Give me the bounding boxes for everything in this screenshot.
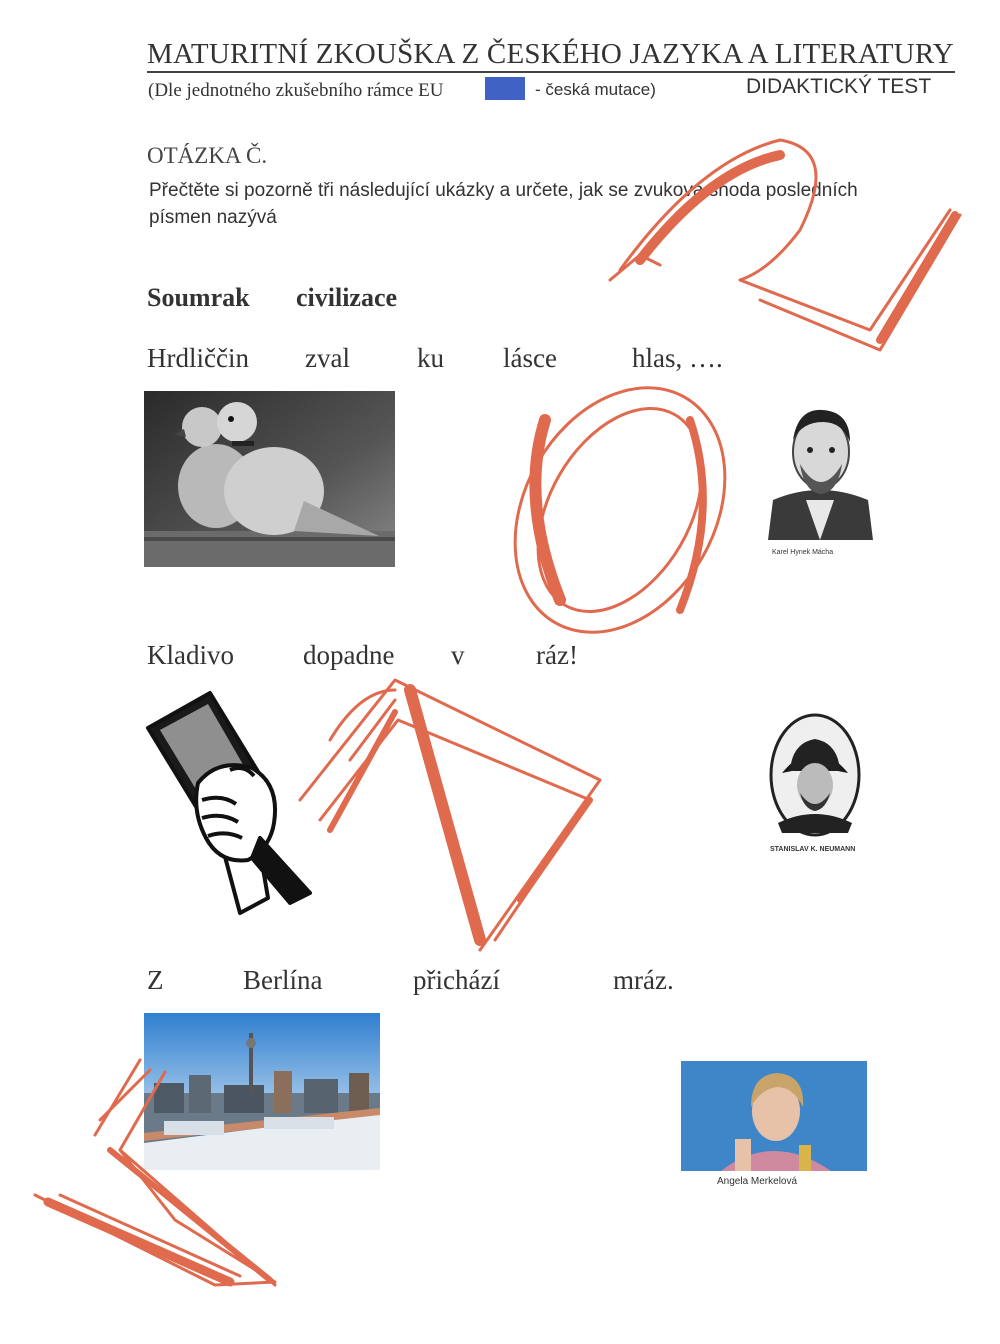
portrait-macha bbox=[768, 400, 873, 540]
test-type-label: DIDAKTICKÝ TEST bbox=[746, 75, 932, 98]
merkel-photo bbox=[681, 1061, 867, 1171]
verse3-word: přichází bbox=[413, 965, 500, 995]
verse1-word: lásce bbox=[503, 343, 557, 373]
portrait-caption: Karel Hynek Mácha bbox=[772, 549, 834, 556]
berlin-photo bbox=[144, 1013, 380, 1170]
verse3-word: mráz. bbox=[613, 965, 674, 995]
verse2-word: v bbox=[451, 640, 465, 670]
portrait-neumann bbox=[768, 713, 862, 838]
verse1-word: ku bbox=[417, 343, 444, 373]
verse1-word: hlas, …. bbox=[632, 343, 723, 373]
doves-photo bbox=[144, 391, 395, 567]
poem-title-word: civilizace bbox=[296, 283, 398, 312]
verse2-word: ráz! bbox=[536, 640, 578, 670]
verse3-word: Z bbox=[147, 965, 164, 995]
verse3-word: Berlína bbox=[243, 965, 323, 995]
verse1-word: Hrdliččin bbox=[147, 343, 249, 373]
language-mutation: - česká mutace) bbox=[535, 80, 656, 99]
verse2-word: dopadne bbox=[303, 640, 395, 670]
title-underline bbox=[147, 71, 955, 73]
question-instruction: Přečtěte si pozorně tři následující ukázky a určete, jak se zvuková shoda posledních písmen nazývá bbox=[149, 180, 858, 228]
exam-title: MATURITNÍ ZKOUŠKA Z ČESKÉHO JAZYKA A LITERATURY bbox=[147, 38, 954, 70]
photo-caption: Angela Merkelová bbox=[717, 1176, 798, 1187]
question-label: OTÁZKA Č. bbox=[147, 143, 268, 168]
hammer-illustration bbox=[140, 688, 320, 928]
verse1-word: zval bbox=[305, 343, 350, 373]
portrait-caption: STANISLAV K. NEUMANN bbox=[770, 846, 856, 853]
verse2-word: Kladivo bbox=[147, 640, 234, 670]
exam-subtitle: (Dle jednotného zkušebního rámce EU bbox=[148, 80, 444, 101]
poem-title-word: Soumrak bbox=[147, 283, 250, 312]
eu-flag-icon bbox=[485, 77, 525, 100]
